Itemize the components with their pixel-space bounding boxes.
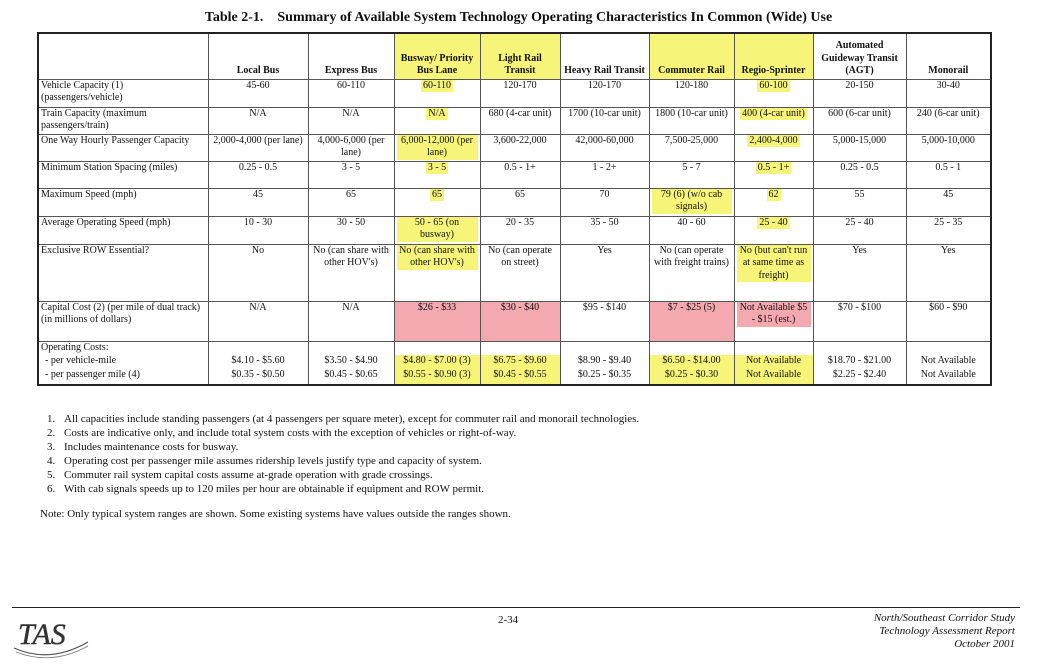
table-cell: 0.5 - 1+ <box>757 161 790 173</box>
header-row <box>38 33 991 79</box>
table-cell: $0.25 - $0.30 <box>649 369 734 385</box>
table-cell: $0.25 - $0.35 <box>560 369 649 385</box>
row-label: One Way Hourly Passenger Capacity <box>38 134 208 161</box>
table-title-text: Summary of Available System Technology Operating Characteristics In Common (Wide) Use <box>277 10 833 25</box>
table-cell: $2.25 - $2.40 <box>813 369 906 385</box>
table-cell: 1 - 2+ <box>560 161 649 188</box>
footnote: 2. Costs are indicative only, and include total system costs with the exception of vehicles or right-of-way. <box>58 426 639 440</box>
table-row <box>38 355 991 369</box>
table-cell: 30-40 <box>906 79 991 107</box>
table-cell: 1800 (10-car unit) <box>649 107 734 134</box>
footer-divider <box>12 607 1020 608</box>
table-row <box>38 369 991 385</box>
table-cell: N/A <box>208 107 308 134</box>
row-label: Maximum Speed (mph) <box>38 188 208 216</box>
footnotes <box>40 412 639 496</box>
table-row <box>38 341 991 355</box>
table-cell: $3.50 - $4.90 <box>308 355 394 369</box>
footnote: 6. With cab signals speeds up to 120 miles per hour are obtainable if equipment and ROW permit. <box>58 482 639 496</box>
table-cell <box>560 341 649 355</box>
table-cell: N/A <box>208 301 308 341</box>
table-cell: 2,000-4,000 (per lane) <box>208 134 308 161</box>
table-cell: Not Available <box>906 355 991 369</box>
table-cell: 20-150 <box>813 79 906 107</box>
table-row <box>38 107 991 134</box>
table-cell: 60-110 <box>308 79 394 107</box>
table-cell <box>480 341 560 355</box>
header-blank <box>38 33 208 79</box>
table-cell: 120-170 <box>560 79 649 107</box>
table-cell: 20 - 35 <box>480 216 560 244</box>
table-cell <box>813 341 906 355</box>
col-header-regio-sprinter: Regio-Sprinter <box>734 33 813 79</box>
table-row <box>38 161 991 188</box>
table-cell <box>734 341 813 355</box>
logo-text: TAS <box>18 618 66 651</box>
table-cell: No (but can't run at same time as freight) <box>737 245 811 283</box>
table-cell: 60-110 <box>423 79 451 91</box>
table-cell: 70 <box>560 188 649 216</box>
table-cell: Not Available <box>734 369 813 385</box>
footer-line: North/Southeast Corridor Study <box>873 612 1015 624</box>
table-cell: 240 (6-car unit) <box>906 107 991 134</box>
row-label: Average Operating Speed (mph) <box>38 216 208 244</box>
table-cell: Yes <box>560 244 649 301</box>
table-cell: 35 - 50 <box>560 216 649 244</box>
footnote: 3. Includes maintenance costs for busway. <box>58 440 639 454</box>
table-cell: 25 - 35 <box>906 216 991 244</box>
range-note: Note: Only typical system ranges are shown. Some existing systems have values outside the ranges shown. <box>40 508 511 520</box>
footnote: 4. Operating cost per passenger mile assumes ridership levels justify type and capacity of system. <box>58 454 639 468</box>
table-cell: 60-100 <box>759 79 788 91</box>
table-cell <box>649 341 734 355</box>
table-cell: Yes <box>906 244 991 301</box>
col-header-monorail: Monorail <box>906 33 991 79</box>
table-cell: 7,500-25,000 <box>649 134 734 161</box>
col-header-agt: Automated Guideway Transit (AGT) <box>813 33 906 79</box>
table-cell: 5,000-10,000 <box>906 134 991 161</box>
table-cell: No (can operate on street) <box>480 244 560 301</box>
row-label: Train Capacity (maximum passengers/train) <box>38 107 208 134</box>
table-cell: 4,000-6,000 (per lane) <box>308 134 394 161</box>
table-cell: 6,000-12,000 (per lane) <box>397 135 478 160</box>
table-cell: 45 <box>208 188 308 216</box>
table-cell: $4.10 - $5.60 <box>208 355 308 369</box>
table-cell: $30 - $40 <box>480 301 560 341</box>
col-header-light-rail: Light Rail Transit <box>480 33 560 79</box>
table-cell: $0.55 - $0.90 (3) <box>394 369 480 385</box>
table-cell: $8.90 - $9.40 <box>560 355 649 369</box>
table-cell: 25 - 40 <box>813 216 906 244</box>
footnote: 5. Commuter rail system capital costs assume at-grade operation with grade crossings. <box>58 468 639 482</box>
table-cell: 65 <box>480 188 560 216</box>
table-cell: $6.50 - $14.00 <box>649 355 734 369</box>
table-cell <box>906 341 991 355</box>
footnote: 1. All capacities include standing passengers (at 4 passengers per square meter), except for commuter rail and monorail technologies. <box>58 412 639 426</box>
table-cell: 600 (6-car unit) <box>813 107 906 134</box>
table-row <box>38 216 991 244</box>
footer-report-info <box>874 612 1015 651</box>
table-cell: 400 (4-car unit) <box>742 107 805 119</box>
table-cell: 5 - 7 <box>649 161 734 188</box>
table-cell: 0.25 - 0.5 <box>208 161 308 188</box>
col-header-busway: Busway/ Priority Bus Lane <box>394 33 480 79</box>
footer-line: Technology Assessment Report <box>879 625 1015 637</box>
table-cell: 65 <box>308 188 394 216</box>
table-cell <box>208 341 308 355</box>
characteristics-table <box>37 32 992 386</box>
table-row <box>38 244 991 301</box>
table-row <box>38 188 991 216</box>
table-cell: $7 - $25 (5) <box>649 301 734 341</box>
row-label: Exclusive ROW Essential? <box>38 244 208 301</box>
tas-logo <box>10 612 90 665</box>
table-cell: Not Available <box>906 369 991 385</box>
table-cell: 120-170 <box>480 79 560 107</box>
table-row <box>38 79 991 107</box>
table-cell: 1700 (10-car unit) <box>560 107 649 134</box>
table-cell: $0.45 - $0.55 <box>480 369 560 385</box>
table-cell: $95 - $140 <box>560 301 649 341</box>
table-cell: N/A <box>308 107 394 134</box>
table-cell: $70 - $100 <box>813 301 906 341</box>
col-header-express-bus: Express Bus <box>308 33 394 79</box>
table-cell: 45-60 <box>208 79 308 107</box>
row-label: Operating Costs: <box>38 341 208 355</box>
table-cell: $6.75 - $9.60 <box>480 355 560 369</box>
table-cell: 55 <box>813 188 906 216</box>
table-cell: $26 - $33 <box>394 301 480 341</box>
table-cell: Yes <box>813 244 906 301</box>
table-cell: 680 (4-car unit) <box>480 107 560 134</box>
table-cell: 0.5 - 1+ <box>480 161 560 188</box>
row-label: Vehicle Capacity (1) (passengers/vehicle) <box>38 79 208 107</box>
table-cell: 3 - 5 <box>308 161 394 188</box>
table-cell: No (can share with other HOV's) <box>308 244 394 301</box>
table-cell: $0.35 - $0.50 <box>208 369 308 385</box>
table-cell: 5,000-15,000 <box>813 134 906 161</box>
table-cell: 10 - 30 <box>208 216 308 244</box>
table-cell <box>394 341 480 355</box>
table-cell: 42,000-60,000 <box>560 134 649 161</box>
table-cell: 120-180 <box>649 79 734 107</box>
table-cell: $4.80 - $7.00 (3) <box>394 355 480 369</box>
row-label: Capital Cost (2) (per mile of dual track) (in millions of dollars) <box>38 301 208 341</box>
table-cell: 2,400-4,000 <box>749 134 798 146</box>
table-cell: 62 <box>768 188 779 200</box>
row-label: - per vehicle-mile <box>38 355 208 369</box>
footer-line: October 2001 <box>954 638 1015 650</box>
table-cell: No <box>208 244 308 301</box>
table-cell: 65 <box>432 188 442 200</box>
col-header-heavy-rail: Heavy Rail Transit <box>560 33 649 79</box>
table-cell: 3 - 5 <box>427 161 447 173</box>
table-cell: Not Available $5 - $15 (est.) <box>737 302 811 327</box>
table-cell: 40 - 60 <box>649 216 734 244</box>
row-label: Minimum Station Spacing (miles) <box>38 161 208 188</box>
row-label: - per passenger mile (4) <box>38 369 208 385</box>
table-cell: $60 - $90 <box>906 301 991 341</box>
table-cell: 79 (6) (w/o cab signals) <box>652 189 732 214</box>
table-cell <box>308 341 394 355</box>
table-row <box>38 301 991 341</box>
table-cell: 0.5 - 1 <box>906 161 991 188</box>
table-cell: 50 - 65 (on busway) <box>397 217 478 242</box>
col-header-commuter-rail: Commuter Rail <box>649 33 734 79</box>
col-header-local-bus: Local Bus <box>208 33 308 79</box>
table-title <box>0 10 1037 26</box>
table-cell: 3,600-22,000 <box>480 134 560 161</box>
table-cell: Not Available <box>734 355 813 369</box>
table-cell: N/A <box>308 301 394 341</box>
table-cell: $18.70 - $21.00 <box>813 355 906 369</box>
table-number: Table 2-1. <box>204 10 264 25</box>
tas-logo-icon <box>10 612 90 660</box>
table-cell: No (can operate with freight trains) <box>649 244 734 301</box>
table-cell: 45 <box>906 188 991 216</box>
table-cell: 0.25 - 0.5 <box>813 161 906 188</box>
table-cell: $0.45 - $0.65 <box>308 369 394 385</box>
table-cell: No (can share with other HOV's) <box>397 245 478 270</box>
table-row <box>38 134 991 161</box>
table-cell: N/A <box>428 107 446 119</box>
table-cell: 25 - 40 <box>759 216 788 228</box>
table-cell: 30 - 50 <box>308 216 394 244</box>
page-number: 2-34 <box>498 614 519 626</box>
